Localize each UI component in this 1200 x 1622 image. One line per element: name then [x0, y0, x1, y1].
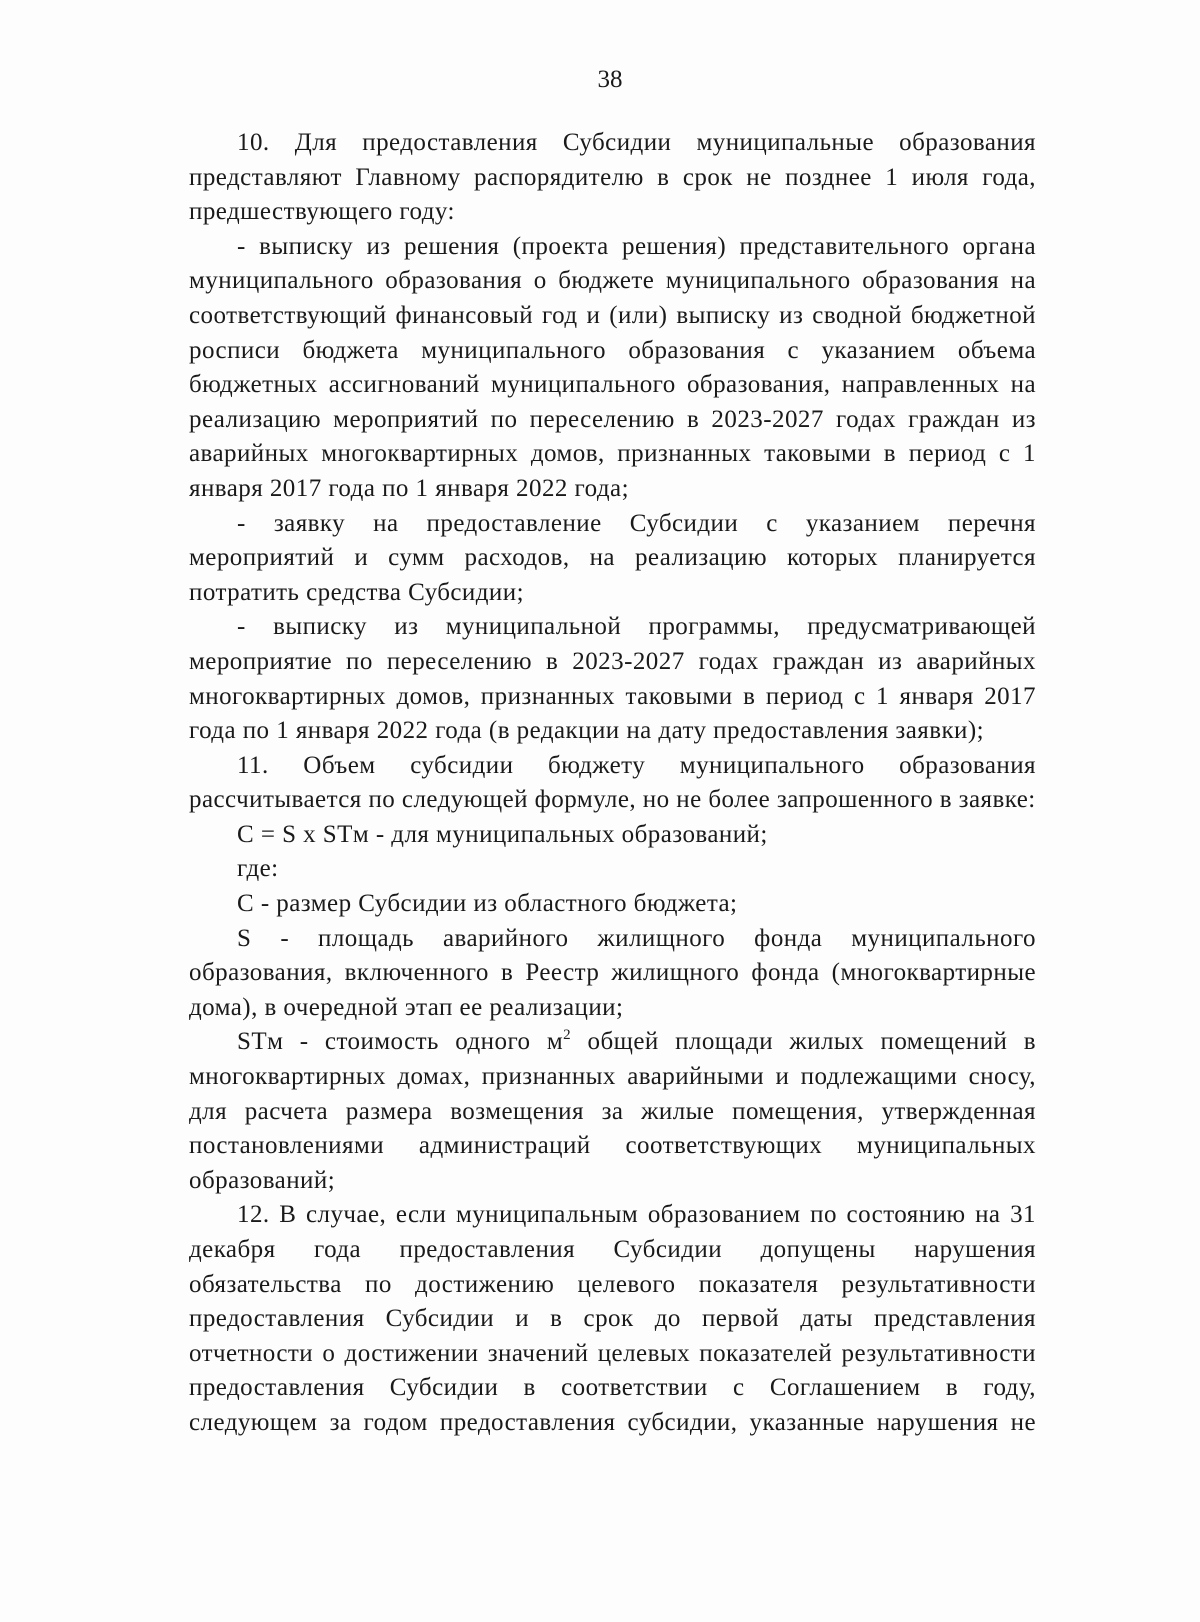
paragraph-10: 10. Для предоставления Субсидии муниципальные образования представляют Главному распорядителю в срок не позднее 1 июля года, предшествующего году:	[189, 129, 1036, 226]
document-body	[189, 126, 1036, 1441]
where-label: где:	[237, 855, 279, 883]
definition-stm-end: общей площади жилых помещений в многоквартирных домах, признанных аварийными и подлежащими сносу, для расчета размера возмещения за жилые помещения, утвержденная постановлениями администраций соответствующих муниципальных образований;	[189, 1028, 1036, 1194]
paragraph-12: 12. В случае, если муниципальным образованием по состоянию на 31 декабря года предоставления Субсидии допущены нарушения обязательства по достижению целевого показателя результативности предоставления Субсидии и в срок до первой даты представления отчетности о достижении значений целевых показателей результативности предоставления Субсидии в соответствии с Соглашением в году, следующем за годом предоставления субсидии, указанные нарушения не	[189, 1201, 1036, 1436]
formula-line: C = S x STм - для муниципальных образований;	[237, 820, 768, 848]
definition-stm	[189, 1025, 1036, 1198]
paragraph-11: 11. Объем субсидии бюджету муниципального образования рассчитывается по следующей формуле, но не более запрошенного в заявке:	[189, 751, 1036, 814]
square-superscript: 2	[563, 1027, 572, 1044]
page-number: 38	[597, 66, 623, 93]
paragraph-budget-extract: - выписку из решения (проекта решения) представительного органа муниципального образования о бюджете муниципального образования на соответствующий финансовый год и (или) выписку из сводной бюджетной росписи бюджета муниципального образования с указанием объема бюджетных ассигнований муниципального образования, направленных на реализацию мероприятий по переселению в 2023-2027 годах граждан из аварийных многоквартирных домов, признанных таковыми в период с 1 января 2017 года по 1 января 2022 года;	[189, 232, 1036, 502]
definition-s: S - площадь аварийного жилищного фонда муниципального образования, включенного в Реестр жилищного фонда (многоквартирные дома), в очередной этап ее реализации;	[189, 924, 1036, 1021]
definition-stm-start: STм - стоимость одного м	[237, 1028, 564, 1056]
paragraph-program-extract: - выписку из муниципальной программы, предусматривающей мероприятие по переселению в 2023-2027 годах граждан из аварийных многоквартирных домов, признанных таковыми в период с 1 января 2017 года по 1 января 2022 года (в редакции на дату предоставления заявки);	[189, 613, 1036, 745]
paragraph-application: - заявку на предоставление Субсидии с указанием перечня мероприятий и сумм расходов, на реализацию которых планируется потратить средства Субсидии;	[189, 509, 1036, 606]
definition-c: C - размер Субсидии из областного бюджета;	[237, 890, 738, 918]
